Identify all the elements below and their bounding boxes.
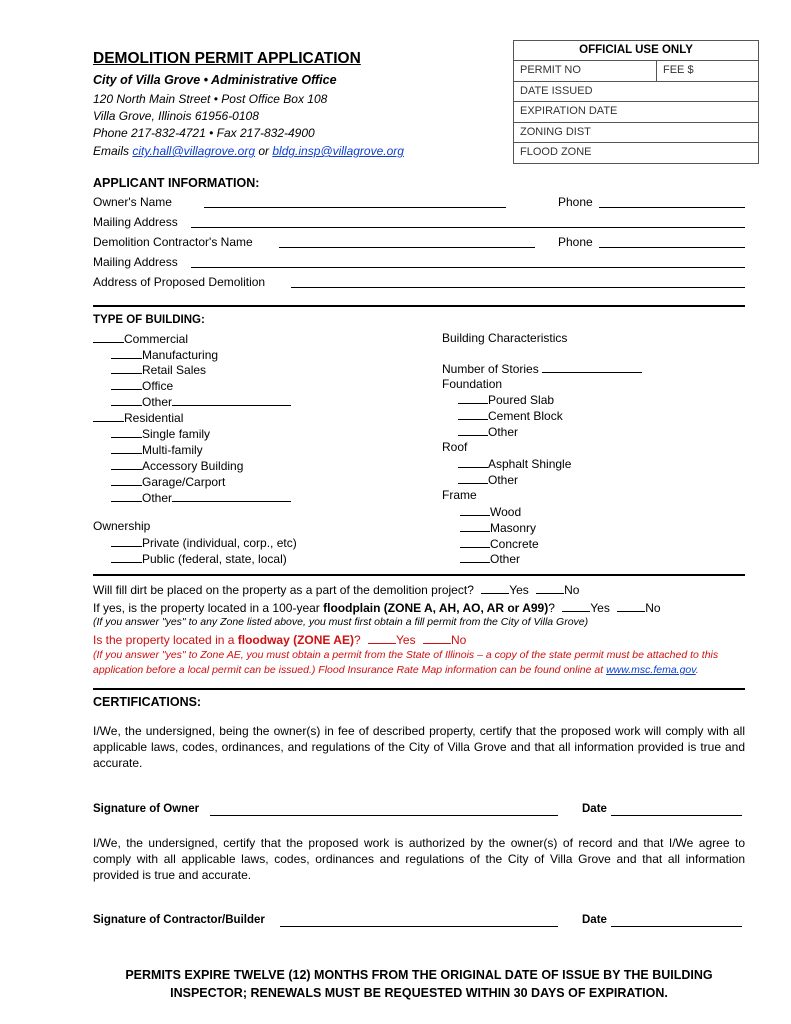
checkbox-blank[interactable] [111, 362, 142, 374]
building-type-heading: TYPE OF BUILDING: [93, 314, 205, 326]
date-issued-label: DATE ISSUED [520, 84, 593, 97]
fema-map-link[interactable]: www.msc.fema.gov [606, 664, 696, 676]
commercial-other-option[interactable]: Other [111, 394, 291, 409]
office-name: City of Villa Grove • Administrative Office [93, 73, 337, 87]
owner-phone-field[interactable] [599, 207, 745, 208]
roof-label: Roof [442, 440, 468, 454]
checkbox-blank[interactable] [458, 408, 488, 420]
page-title: DEMOLITION PERMIT APPLICATION [93, 50, 361, 67]
date-issued-field [514, 82, 758, 103]
emails-or: or [255, 144, 273, 158]
contractor-date-label: Date [582, 914, 607, 926]
owner-certification-text: I/We, the undersigned, being the owner(s) in fee of described property, certify that the proposed work will comply with all applicable laws, codes, ordinances, and regulations of the City of Villa Grove and that all information provided is true and accurate. [93, 724, 745, 770]
expiration-date-field [514, 102, 758, 123]
expiration-date-label: EXPIRATION DATE [520, 105, 618, 117]
checkbox-blank[interactable] [111, 442, 142, 454]
multi-family-option[interactable]: Multi-family [111, 442, 203, 457]
owner-date-label: Date [582, 803, 607, 815]
section-divider [93, 688, 745, 690]
owner-signature-label: Signature of Owner [93, 803, 200, 815]
zoning-dist-field [514, 123, 758, 144]
contractor-mailing-address-field[interactable] [191, 267, 745, 268]
contractor-date-field[interactable] [611, 926, 742, 927]
accessory-building-option[interactable]: Accessory Building [111, 458, 243, 473]
private-ownership-option[interactable]: Private (individual, corp., etc) [111, 535, 297, 550]
building-characteristics-label: Building Characteristics [442, 331, 568, 345]
checkbox-blank[interactable] [458, 472, 488, 484]
fill-dirt-no-blank[interactable] [536, 582, 564, 594]
section-divider [93, 305, 745, 307]
checkbox-blank[interactable] [458, 456, 488, 468]
contractor-phone-field[interactable] [599, 247, 745, 248]
permit-no-field [514, 61, 758, 82]
checkbox-blank[interactable] [111, 347, 142, 359]
proposed-demolition-address-field[interactable] [291, 287, 745, 288]
manufacturing-option[interactable]: Manufacturing [111, 347, 218, 362]
wood-option[interactable]: Wood [460, 504, 521, 519]
floodway-yes-blank[interactable] [368, 632, 396, 644]
roof-other-option[interactable]: Other [458, 472, 518, 487]
checkbox-blank[interactable] [111, 394, 142, 406]
frame-label: Frame [442, 488, 477, 502]
number-of-stories-row: Number of Stories [442, 361, 642, 376]
permit-no-label: PERMIT NO [520, 64, 581, 76]
contractor-signature-field[interactable] [280, 926, 558, 927]
section-divider [93, 574, 745, 576]
garage-carport-option[interactable]: Garage/Carport [111, 474, 225, 489]
owner-mailing-address-label: Mailing Address [93, 215, 178, 229]
commercial-option[interactable]: Commercial [93, 331, 188, 346]
fill-dirt-question: Will fill dirt be placed on the property as a part of the demolition project? Yes No [93, 583, 580, 597]
ownership-label: Ownership [93, 519, 151, 533]
floodway-question: Is the property located in a floodway (ZONE AE)? Yes No [93, 633, 467, 647]
masonry-option[interactable]: Masonry [460, 520, 536, 535]
address-line-2: Villa Grove, Illinois 61956-0108 [93, 109, 259, 123]
floodplain-yes-blank[interactable] [562, 600, 590, 612]
contractor-certification-text: I/We, the undersigned, certify that the proposed work is authorized by the owner(s) of record and that I/We agree to comply with all applicable laws, codes, ordinances and regulations of the City of Villa Grove and that all information provided is true and accurate. [93, 836, 745, 882]
residential-option[interactable]: Residential [93, 410, 183, 425]
concrete-option[interactable]: Concrete [460, 536, 539, 551]
checkbox-blank[interactable] [458, 392, 488, 404]
checkbox-blank[interactable] [458, 424, 488, 436]
checkbox-blank[interactable] [460, 536, 490, 548]
official-use-box [513, 40, 759, 164]
state-permit-note-line-2: application before a local permit can be issued.) Flood Insurance Rate Map information can be found online at www.msc.fema.gov. [93, 664, 699, 676]
checkbox-blank[interactable] [111, 474, 142, 486]
checkbox-blank[interactable] [460, 520, 490, 532]
poured-slab-option[interactable]: Poured Slab [458, 392, 554, 407]
single-family-option[interactable]: Single family [111, 426, 210, 441]
expiration-notice [93, 966, 745, 1002]
contractor-name-field[interactable] [279, 247, 535, 248]
checkbox-blank[interactable] [111, 426, 142, 438]
foundation-other-option[interactable]: Other [458, 424, 518, 439]
zoning-dist-label: ZONING DIST [520, 125, 591, 138]
applicant-heading: APPLICANT INFORMATION: [93, 176, 260, 190]
asphalt-shingle-option[interactable]: Asphalt Shingle [458, 456, 571, 471]
retail-sales-option[interactable]: Retail Sales [111, 362, 206, 377]
checkbox-blank[interactable] [111, 535, 142, 547]
public-ownership-option[interactable]: Public (federal, state, local) [111, 551, 287, 566]
cement-block-option[interactable]: Cement Block [458, 408, 563, 423]
emails-line [93, 144, 404, 158]
expiration-notice-line-2: INSPECTOR; RENEWALS MUST BE REQUESTED WITHIN 30 DAYS OF EXPIRATION. [170, 986, 668, 1000]
certifications-heading: CERTIFICATIONS: [93, 695, 202, 709]
residential-other-option[interactable]: Other [111, 490, 291, 505]
contractor-name-label: Demolition Contractor's Name [93, 235, 253, 249]
checkbox-blank[interactable] [111, 458, 142, 470]
city-hall-email-link[interactable]: city.hall@villagrove.org [132, 144, 256, 158]
flood-zone-field [514, 143, 758, 163]
owner-mailing-address-field[interactable] [191, 227, 745, 228]
floodplain-question: If yes, is the property located in a 100-year floodplain (ZONE A, AH, AO, AR or A99)? Yes No [93, 601, 661, 615]
address-line-1: 120 North Main Street • Post Office Box 108 [93, 92, 328, 106]
frame-other-option[interactable]: Other [460, 551, 520, 566]
checkbox-blank[interactable] [460, 551, 490, 563]
proposed-demolition-address-label: Address of Proposed Demolition [93, 275, 266, 289]
number-of-stories-field[interactable] [542, 361, 642, 373]
building-inspector-email-link[interactable]: bldg.insp@villagrove.org [272, 144, 404, 158]
office-option[interactable]: Office [111, 378, 173, 393]
checkbox-blank[interactable] [111, 378, 142, 390]
phone-fax: Phone 217-832-4721 • Fax 217-832-4900 [93, 126, 315, 140]
owner-signature-field[interactable] [210, 815, 558, 816]
owners-name-field[interactable] [204, 207, 506, 208]
checkbox-blank[interactable] [93, 410, 124, 422]
owners-name-label: Owner's Name [93, 195, 172, 209]
fill-dirt-yes-blank[interactable] [481, 582, 509, 594]
state-permit-note-line-1: (If you answer "yes" to Zone AE, you must obtain a permit from the State of Illinois – a copy of the state permit must be attached to this [93, 649, 719, 661]
floodway-no-blank[interactable] [423, 632, 451, 644]
contractor-phone-label: Phone [558, 235, 593, 249]
checkbox-blank[interactable] [111, 490, 142, 502]
emails-prefix: Emails [93, 144, 133, 158]
contractor-mailing-address-label: Mailing Address [93, 255, 178, 269]
contractor-signature-label: Signature of Contractor/Builder [93, 914, 265, 926]
other-specify-field[interactable] [172, 490, 291, 502]
floodplain-no-blank[interactable] [617, 600, 645, 612]
fill-permit-note: (If you answer "yes" to any Zone listed above, you must first obtain a fill permit from the City of Villa Grove) [93, 616, 589, 628]
checkbox-blank[interactable] [111, 551, 142, 563]
flood-zone-label: FLOOD ZONE [520, 146, 592, 158]
owner-date-field[interactable] [611, 815, 742, 816]
other-specify-field[interactable] [172, 394, 291, 406]
foundation-label: Foundation [442, 377, 503, 391]
fee-label: FEE $ [656, 61, 694, 81]
expiration-notice-line-1: PERMITS EXPIRE TWELVE (12) MONTHS FROM THE ORIGINAL DATE OF ISSUE BY THE BUILDING [125, 968, 713, 982]
checkbox-blank[interactable] [93, 331, 124, 343]
owner-phone-label: Phone [558, 195, 593, 209]
official-use-title: OFFICIAL USE ONLY [514, 41, 758, 61]
checkbox-blank[interactable] [460, 504, 490, 516]
